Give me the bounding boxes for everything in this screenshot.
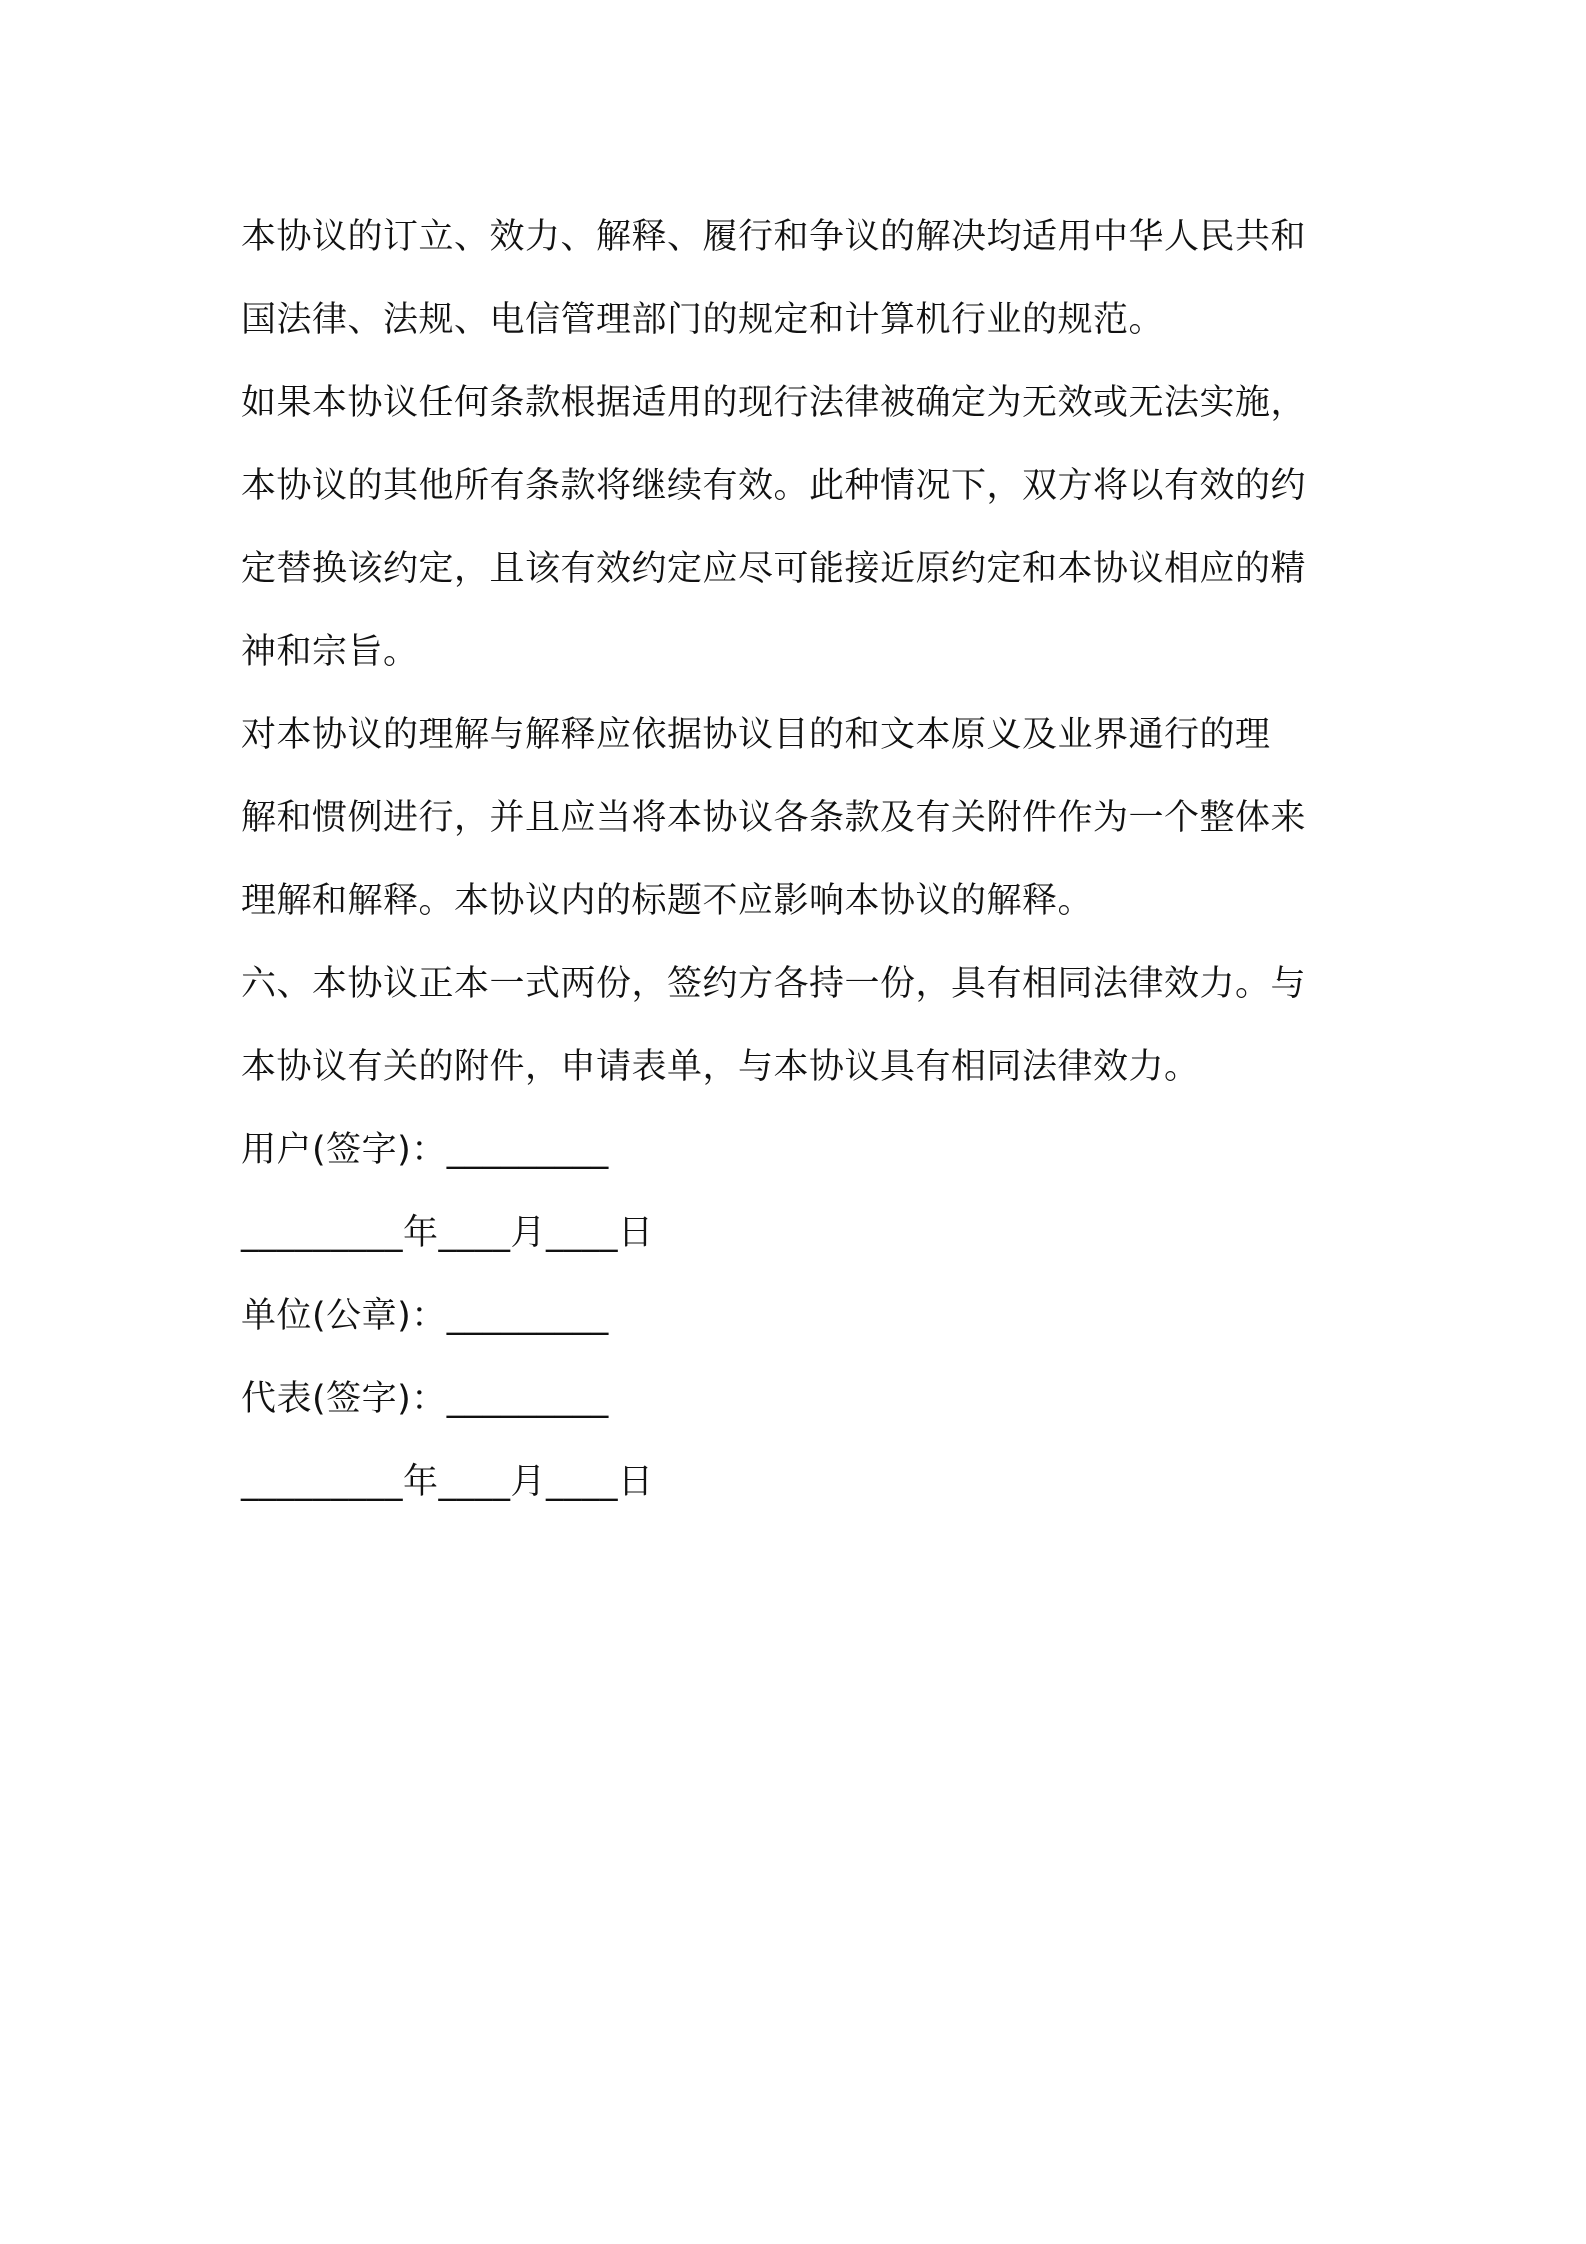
- representative-date-line: _________年____月____日: [241, 1462, 654, 1502]
- paragraph-line: 神和宗旨。: [241, 632, 419, 672]
- paragraph-line: 本协议有关的附件，申请表单，与本协议具有相同法律效力。: [241, 1047, 1200, 1087]
- paragraph-line: 本协议的订立、效力、解释、履行和争议的解决均适用中华人民共和: [241, 217, 1307, 257]
- paragraph-line: 理解和解释。本协议内的标题不应影响本协议的解释。: [241, 881, 1094, 921]
- representative-signature-line: 代表(签字)：_________: [241, 1379, 609, 1419]
- paragraph-line: 对本协议的理解与解释应依据协议目的和文本原义及业界通行的理: [241, 715, 1271, 755]
- paragraph-line: 如果本协议任何条款根据适用的现行法律被确定为无效或无法实施，: [241, 383, 1307, 423]
- paragraph-line: 本协议的其他所有条款将继续有效。此种情况下，双方将以有效的约: [241, 466, 1307, 506]
- user-signature-line: 用户(签字)：_________: [241, 1130, 609, 1170]
- paragraph-line: 解和惯例进行，并且应当将本协议各条款及有关附件作为一个整体来: [241, 798, 1307, 838]
- paragraph-line: 定替换该约定，且该有效约定应尽可能接近原约定和本协议相应的精: [241, 549, 1307, 589]
- document-body: [241, 196, 1361, 1524]
- user-date-line: _________年____月____日: [241, 1213, 654, 1253]
- unit-seal-line: 单位(公章)：_________: [241, 1296, 609, 1336]
- paragraph-line: 六、本协议正本一式两份，签约方各持一份，具有相同法律效力。与: [241, 964, 1307, 1004]
- paragraph-line: 国法律、法规、电信管理部门的规定和计算机行业的规范。: [241, 300, 1165, 340]
